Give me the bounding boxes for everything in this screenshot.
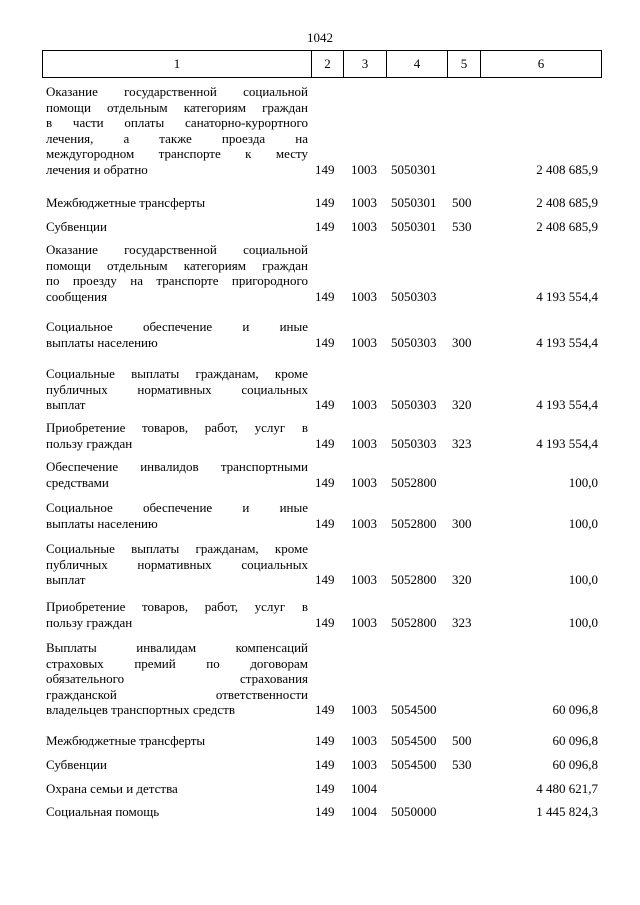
row-description-line: Выплаты инвалидам компенсаций <box>46 640 308 655</box>
row-description-line: Межбюджетные трансферты <box>46 195 206 210</box>
row-description-line: Социальное обеспечение и иные <box>46 500 308 515</box>
row-col-3: 1004 <box>351 804 377 819</box>
row-description <box>46 640 308 718</box>
page-number: 1042 <box>307 30 333 45</box>
row-description-line: лечения и обратно <box>46 161 148 177</box>
row-description-line: Приобретение товаров, работ, услуг в <box>46 420 308 435</box>
row-col-3: 1004 <box>351 781 377 796</box>
row-col-4: 5050303 <box>391 397 437 412</box>
row-col-4: 5050301 <box>391 195 437 210</box>
row-amount: 60 096,8 <box>552 702 598 717</box>
row-description-line: публичных нормативных социальных <box>46 556 308 572</box>
row-description <box>46 219 308 235</box>
row-description <box>46 242 308 304</box>
header-col-1: 1 <box>43 51 312 78</box>
row-col-2: 149 <box>315 515 335 531</box>
row-description-line: Социальное обеспечение и иные <box>46 319 308 334</box>
row-description <box>46 84 308 177</box>
header-col-2: 2 <box>312 51 344 78</box>
row-amount: 4 193 554,4 <box>536 288 598 304</box>
row-col-4: 5052800 <box>391 572 437 587</box>
row-col-3: 1003 <box>351 435 377 451</box>
row-description-line: выплат <box>46 572 86 587</box>
row-description-line: Оказание государственной социальной <box>46 84 308 99</box>
row-amount: 100,0 <box>568 474 598 490</box>
row-description-line: Социальные выплаты гражданам, кроме <box>46 366 308 381</box>
row-description-line: выплаты населению <box>46 515 158 531</box>
row-description <box>46 541 308 588</box>
row-description-line: сообщения <box>46 288 108 304</box>
row-col-5: 300 <box>452 334 472 350</box>
row-col-5: 323 <box>452 435 472 451</box>
header-col-4: 4 <box>387 51 448 78</box>
row-col-4: 5054500 <box>391 757 437 772</box>
row-col-4: 5054500 <box>391 733 437 748</box>
row-col-3: 1003 <box>351 474 377 490</box>
row-description-line: междугородном транспорте к месту <box>46 146 308 161</box>
row-description <box>46 319 308 350</box>
row-col-2: 149 <box>315 733 335 748</box>
row-description <box>46 804 308 820</box>
row-description-line: Субвенции <box>46 219 107 234</box>
row-description-line: страховых премий по договорам <box>46 655 308 671</box>
row-col-2: 149 <box>315 435 335 451</box>
row-col-2: 149 <box>315 219 335 234</box>
row-col-4: 5052800 <box>391 614 437 630</box>
row-description-line: Межбюджетные трансферты <box>46 733 206 748</box>
row-description <box>46 420 308 451</box>
row-col-2: 149 <box>315 614 335 630</box>
row-description <box>46 500 308 531</box>
row-col-4: 5052800 <box>391 474 437 490</box>
header-col-3: 3 <box>344 51 387 78</box>
row-amount: 4 193 554,4 <box>536 334 598 350</box>
row-description-line: средствами <box>46 474 109 490</box>
row-col-3: 1003 <box>351 397 377 412</box>
row-description-line: Субвенции <box>46 757 107 772</box>
row-description <box>46 195 308 211</box>
row-col-3: 1003 <box>351 195 377 210</box>
row-col-2: 149 <box>315 804 335 819</box>
row-description-line: Охрана семьи и детства <box>46 781 178 796</box>
row-description-line: Социальная помощь <box>46 804 160 819</box>
row-col-3: 1003 <box>351 334 377 350</box>
row-description-line: публичных нормативных социальных <box>46 381 308 397</box>
row-col-5: 530 <box>452 757 472 772</box>
row-description-line: выплат <box>46 397 86 412</box>
row-description-line: лечения, а также проезда на <box>46 130 308 146</box>
row-col-3: 1003 <box>351 161 377 177</box>
row-col-3: 1003 <box>351 515 377 531</box>
row-col-5: 500 <box>452 733 472 748</box>
row-amount: 1 445 824,3 <box>536 804 598 819</box>
row-col-2: 149 <box>315 781 335 796</box>
row-amount: 2 408 685,9 <box>536 195 598 210</box>
row-col-4: 5054500 <box>391 702 437 717</box>
row-col-2: 149 <box>315 334 335 350</box>
row-col-2: 149 <box>315 572 335 587</box>
row-description-line: Приобретение товаров, работ, услуг в <box>46 599 308 614</box>
row-description <box>46 781 308 797</box>
row-description-line: Обеспечение инвалидов транспортными <box>46 459 308 474</box>
row-description-line: пользу граждан <box>46 435 133 451</box>
row-col-2: 149 <box>315 397 335 412</box>
row-description-line: владельцев транспортных средств <box>46 702 235 717</box>
row-description-line: в части оплаты санаторно-курортного <box>46 115 308 130</box>
row-col-3: 1003 <box>351 757 377 772</box>
row-col-2: 149 <box>315 195 335 210</box>
row-col-5: 320 <box>452 397 472 412</box>
row-col-5: 320 <box>452 572 472 587</box>
row-col-3: 1003 <box>351 733 377 748</box>
row-col-2: 149 <box>315 474 335 490</box>
row-amount: 100,0 <box>568 572 598 587</box>
row-description-line: пользу граждан <box>46 614 133 630</box>
row-col-4: 5052800 <box>391 515 437 531</box>
row-description-line: помощи отдельным категориям граждан <box>46 99 308 115</box>
row-description-line: выплаты населению <box>46 334 158 350</box>
row-amount: 60 096,8 <box>552 733 598 748</box>
row-description <box>46 733 308 749</box>
row-col-2: 149 <box>315 757 335 772</box>
row-col-4: 5050000 <box>391 804 437 819</box>
row-col-4: 5050303 <box>391 334 437 350</box>
row-description-line: Социальные выплаты гражданам, кроме <box>46 541 308 556</box>
row-col-2: 149 <box>315 288 335 304</box>
row-amount: 100,0 <box>568 515 598 531</box>
row-description-line: помощи отдельным категориям граждан <box>46 257 308 273</box>
row-amount: 60 096,8 <box>552 757 598 772</box>
row-col-3: 1003 <box>351 219 377 234</box>
row-description-line: гражданской ответственности <box>46 686 308 702</box>
row-col-3: 1003 <box>351 288 377 304</box>
row-col-4: 5050303 <box>391 435 437 451</box>
row-amount: 4 193 554,4 <box>536 435 598 451</box>
row-description <box>46 757 308 773</box>
header-col-6: 6 <box>481 51 602 78</box>
row-col-3: 1003 <box>351 702 377 717</box>
row-amount: 2 408 685,9 <box>536 219 598 234</box>
column-header-table <box>42 50 602 78</box>
row-col-3: 1003 <box>351 572 377 587</box>
header-col-5: 5 <box>448 51 481 78</box>
row-amount: 4 193 554,4 <box>536 397 598 412</box>
row-col-4: 5050303 <box>391 288 437 304</box>
row-amount: 2 408 685,9 <box>536 161 598 177</box>
row-col-5: 500 <box>452 195 472 210</box>
row-col-3: 1003 <box>351 614 377 630</box>
row-col-4: 5050301 <box>391 161 437 177</box>
row-col-2: 149 <box>315 161 335 177</box>
row-description-line: по проезду на транспорте пригородного <box>46 273 308 288</box>
row-description-line: обязательного страхования <box>46 671 308 686</box>
row-description <box>46 366 308 413</box>
row-col-5: 323 <box>452 614 472 630</box>
row-description-line: Оказание государственной социальной <box>46 242 308 257</box>
row-col-2: 149 <box>315 702 335 717</box>
row-col-5: 530 <box>452 219 472 234</box>
row-amount: 100,0 <box>568 614 598 630</box>
row-amount: 4 480 621,7 <box>536 781 598 796</box>
row-col-4: 5050301 <box>391 219 437 234</box>
row-description <box>46 459 308 490</box>
row-col-5: 300 <box>452 515 472 531</box>
row-description <box>46 599 308 630</box>
